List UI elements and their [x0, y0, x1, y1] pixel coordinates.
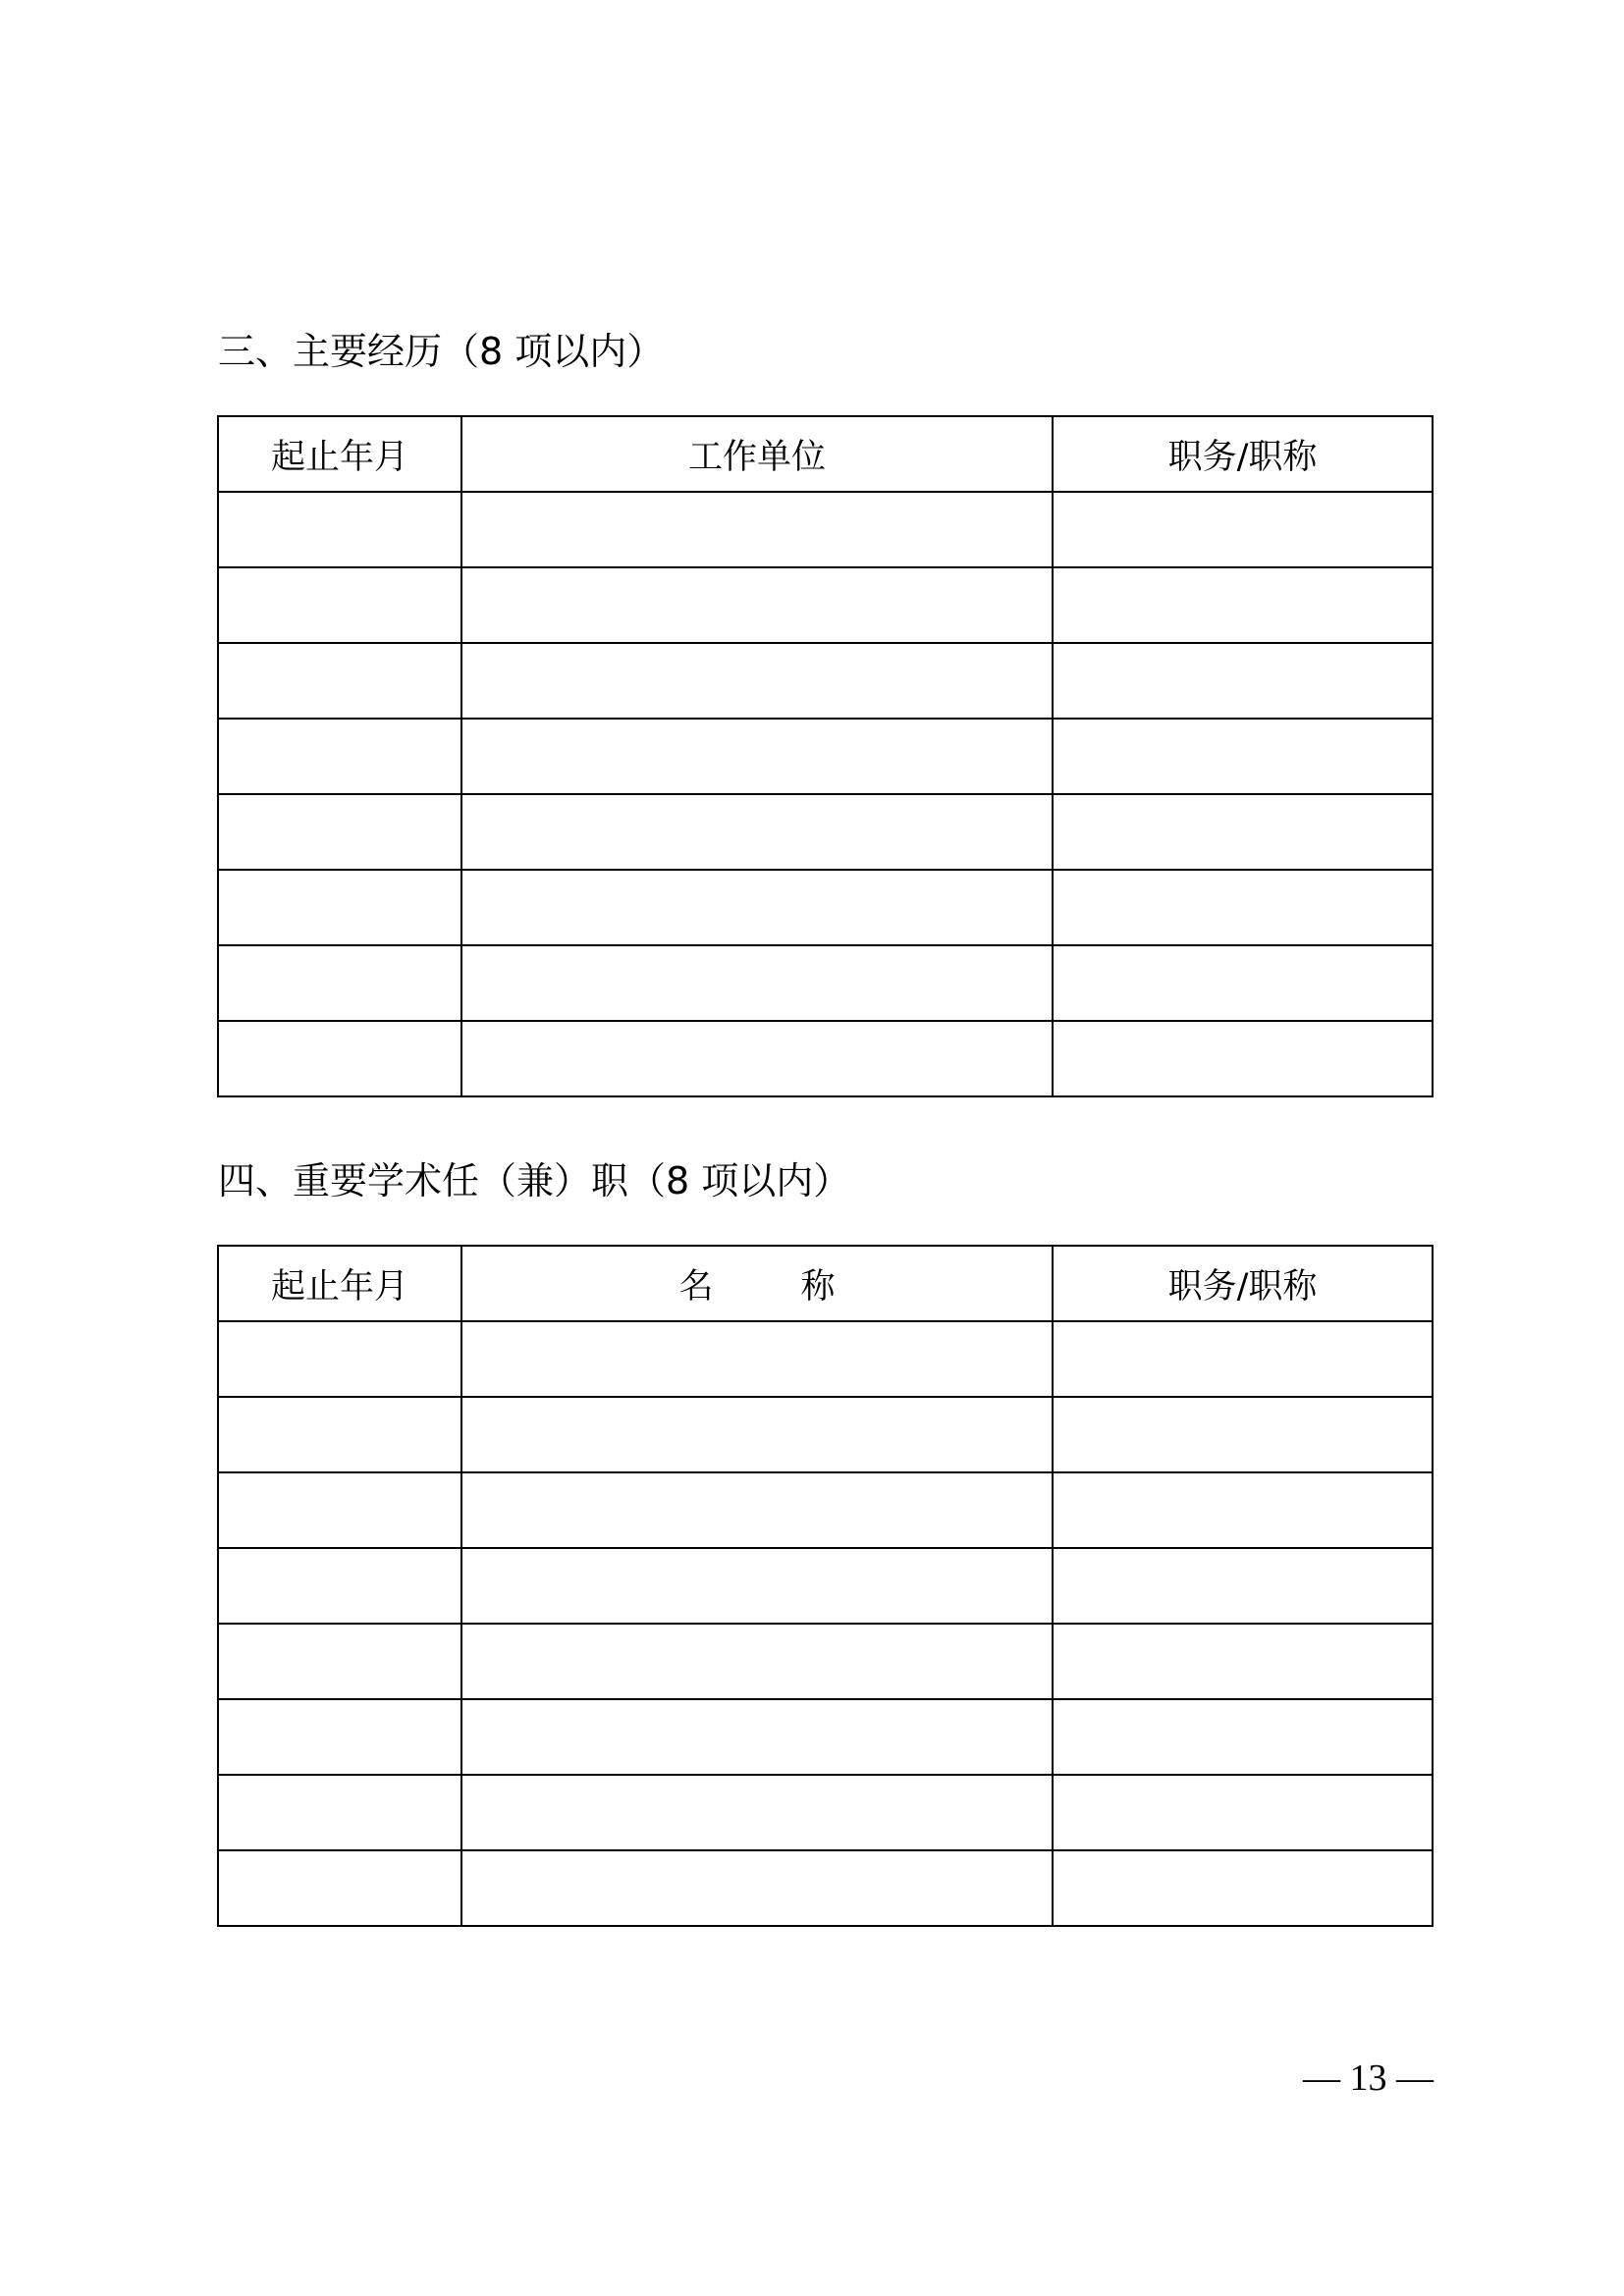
name-cell[interactable] — [461, 1624, 1053, 1699]
name-cell[interactable] — [461, 1548, 1053, 1624]
header-period: 起止年月 — [218, 1246, 461, 1321]
position-cell[interactable] — [1053, 643, 1433, 719]
period-cell[interactable] — [218, 1548, 461, 1624]
academic-posts-table — [217, 1245, 1434, 1927]
table-row — [218, 1021, 1433, 1096]
table-row — [218, 1472, 1433, 1548]
period-cell[interactable] — [218, 492, 461, 567]
position-cell[interactable] — [1053, 1624, 1433, 1699]
page-number: — 13 — — [1303, 2057, 1434, 2099]
period-cell[interactable] — [218, 1321, 461, 1397]
section-title-academic-posts: 四、重要学术任（兼）职（8 项以内） — [218, 1159, 851, 1202]
table-row — [218, 492, 1433, 567]
position-cell[interactable] — [1053, 567, 1433, 643]
table-row — [218, 1775, 1433, 1850]
header-position-title: 职务/职称 — [1053, 416, 1433, 492]
work-unit-cell[interactable] — [461, 719, 1053, 794]
table-row — [218, 1321, 1433, 1397]
header-name: 名 称 — [461, 1246, 1053, 1321]
position-cell[interactable] — [1053, 1548, 1433, 1624]
section-title-experience: 三、主要经历（8 项以内） — [218, 330, 665, 373]
period-cell[interactable] — [218, 794, 461, 870]
position-cell[interactable] — [1053, 1321, 1433, 1397]
position-cell[interactable] — [1053, 945, 1433, 1021]
table-row — [218, 1548, 1433, 1624]
work-unit-cell[interactable] — [461, 1021, 1053, 1096]
header-work-unit: 工作单位 — [461, 416, 1053, 492]
position-cell[interactable] — [1053, 1021, 1433, 1096]
name-cell[interactable] — [461, 1850, 1053, 1926]
name-cell[interactable] — [461, 1472, 1053, 1548]
table-header-row — [218, 416, 1433, 492]
position-cell[interactable] — [1053, 1397, 1433, 1472]
table-row — [218, 945, 1433, 1021]
position-cell[interactable] — [1053, 794, 1433, 870]
table-row — [218, 794, 1433, 870]
work-unit-cell[interactable] — [461, 643, 1053, 719]
period-cell[interactable] — [218, 1775, 461, 1850]
name-cell[interactable] — [461, 1775, 1053, 1850]
table-row — [218, 1624, 1433, 1699]
work-unit-cell[interactable] — [461, 870, 1053, 945]
period-cell[interactable] — [218, 1397, 461, 1472]
table-row — [218, 1397, 1433, 1472]
table-row — [218, 870, 1433, 945]
position-cell[interactable] — [1053, 870, 1433, 945]
work-unit-cell[interactable] — [461, 567, 1053, 643]
table-row — [218, 643, 1433, 719]
period-cell[interactable] — [218, 945, 461, 1021]
period-cell[interactable] — [218, 1850, 461, 1926]
position-cell[interactable] — [1053, 492, 1433, 567]
position-cell[interactable] — [1053, 1699, 1433, 1775]
position-cell[interactable] — [1053, 1775, 1433, 1850]
period-cell[interactable] — [218, 719, 461, 794]
period-cell[interactable] — [218, 1699, 461, 1775]
period-cell[interactable] — [218, 870, 461, 945]
name-cell[interactable] — [461, 1699, 1053, 1775]
position-cell[interactable] — [1053, 719, 1433, 794]
experience-table — [217, 415, 1434, 1097]
period-cell[interactable] — [218, 1021, 461, 1096]
work-unit-cell[interactable] — [461, 945, 1053, 1021]
table-header-row — [218, 1246, 1433, 1321]
header-position-title: 职务/职称 — [1053, 1246, 1433, 1321]
table-row — [218, 1850, 1433, 1926]
position-cell[interactable] — [1053, 1850, 1433, 1926]
header-period: 起止年月 — [218, 416, 461, 492]
period-cell[interactable] — [218, 643, 461, 719]
table-row — [218, 567, 1433, 643]
period-cell[interactable] — [218, 567, 461, 643]
table-row — [218, 1699, 1433, 1775]
work-unit-cell[interactable] — [461, 492, 1053, 567]
position-cell[interactable] — [1053, 1472, 1433, 1548]
name-cell[interactable] — [461, 1397, 1053, 1472]
work-unit-cell[interactable] — [461, 794, 1053, 870]
period-cell[interactable] — [218, 1472, 461, 1548]
name-cell[interactable] — [461, 1321, 1053, 1397]
table-row — [218, 719, 1433, 794]
period-cell[interactable] — [218, 1624, 461, 1699]
